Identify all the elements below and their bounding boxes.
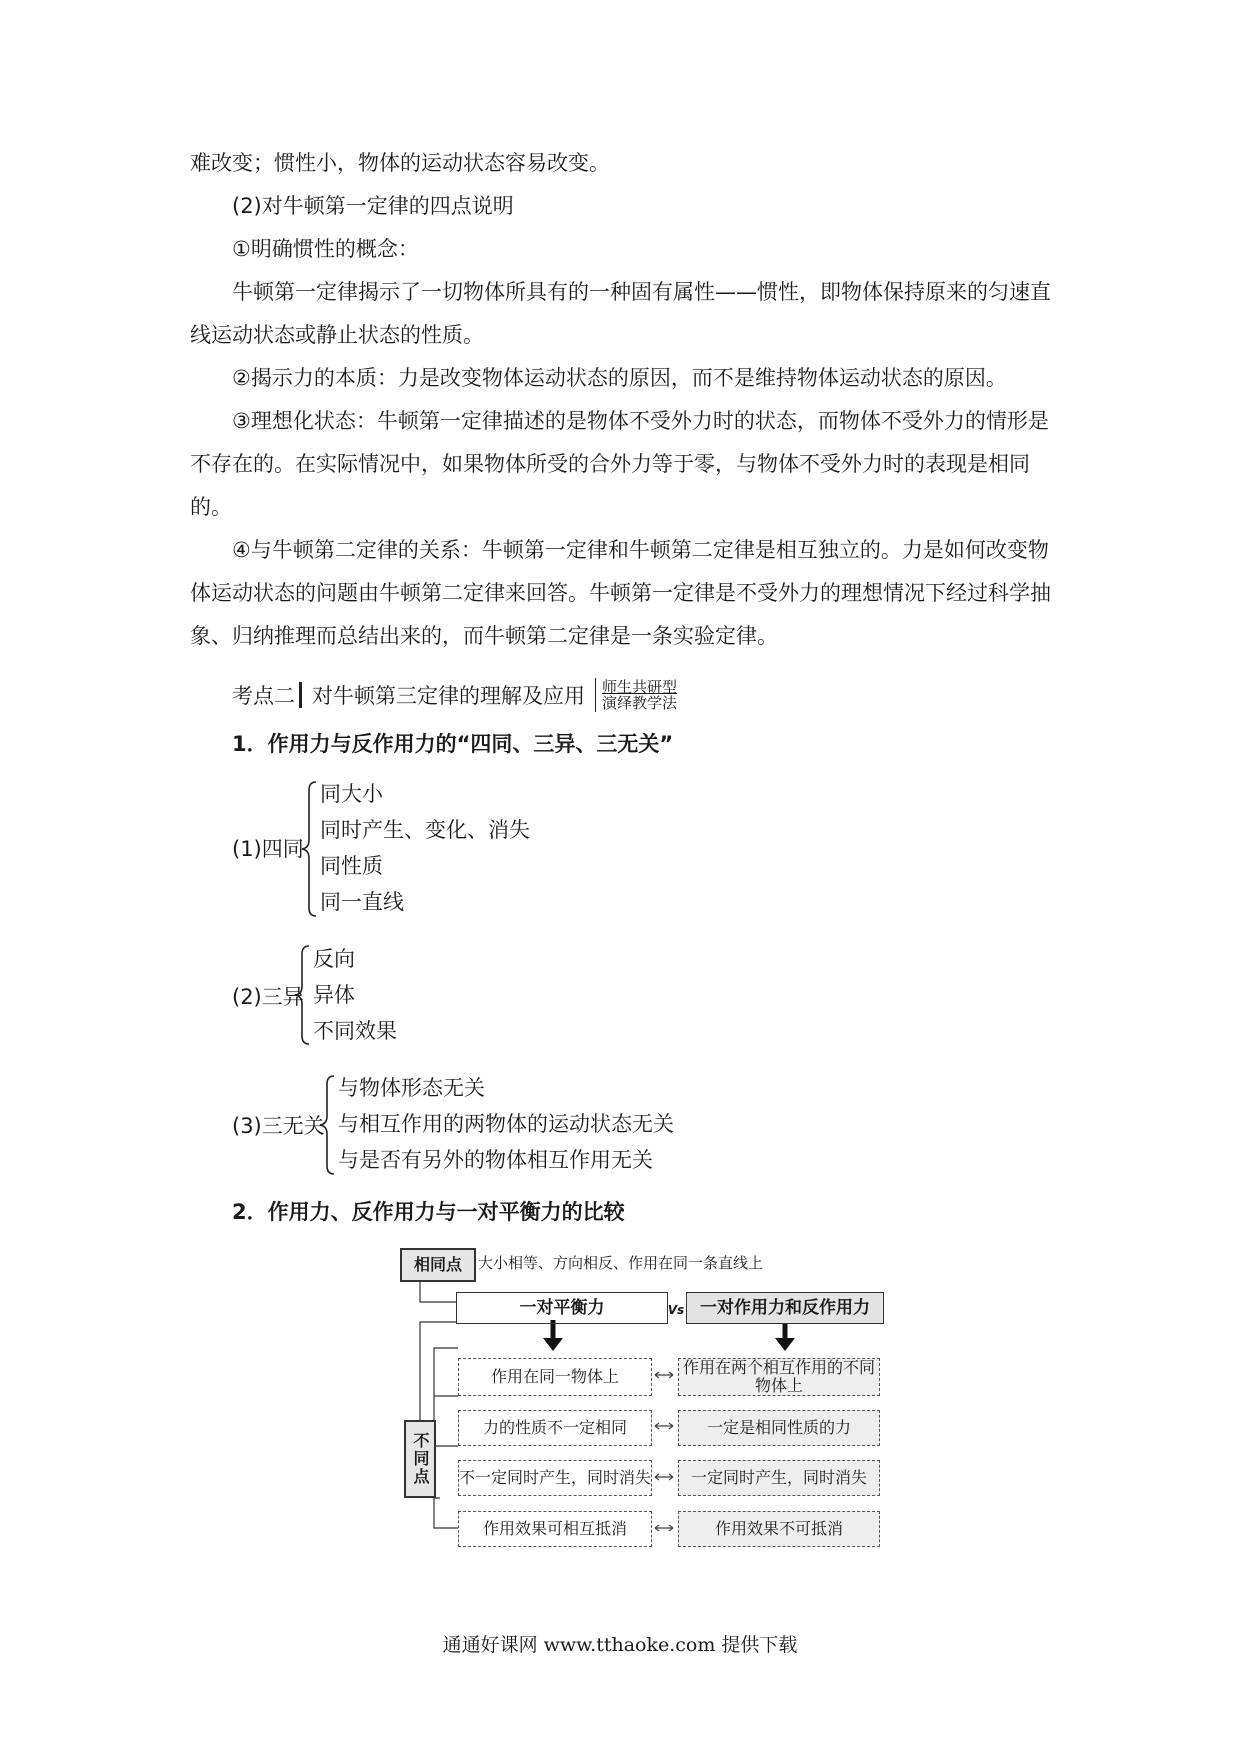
four-same-item: 同性质 bbox=[320, 854, 383, 878]
group-four-same-label: (1)四同 bbox=[232, 837, 304, 861]
diff-points-label: 不同点 bbox=[404, 1420, 436, 1498]
brace-three-diff bbox=[293, 944, 313, 1046]
comparison-diagram bbox=[400, 1240, 890, 1570]
brace-four-same bbox=[300, 780, 320, 918]
vs-label: Vs bbox=[667, 1303, 685, 1317]
right-row-box: 一定是相同性质的力 bbox=[678, 1410, 880, 1446]
point-1-body: 牛顿第一定律揭示了一切物体所具有的一种固有属性——惯性，即物体保持原来的匀速直线运动状态或静止状态的性质。 bbox=[190, 280, 1051, 347]
point-3: ③理想化状态：牛顿第一定律描述的是物体不受外力时的状态，而物体不受外力的情形是不存在的。在实际情况中，如果物体所受的合外力等于零，与物体不受外力时的表现是相同的。 bbox=[190, 409, 1049, 519]
left-row-box: 作用在同一物体上 bbox=[458, 1358, 652, 1396]
section-heading bbox=[232, 675, 677, 715]
right-row-box: 作用在两个相互作用的不同物体上 bbox=[678, 1358, 880, 1396]
paragraph-continuation: 难改变；惯性小，物体的运动状态容易改变。 bbox=[190, 151, 610, 175]
group-three-none-label: (3)三无关 bbox=[232, 1114, 325, 1138]
four-same-item: 同大小 bbox=[320, 782, 383, 806]
four-same-item: 同时产生、变化、消失 bbox=[320, 818, 530, 842]
section-tag-line2: 演绎教学法 bbox=[602, 694, 678, 712]
three-none-item: 与物体形态无关 bbox=[338, 1076, 485, 1100]
three-none-item: 与是否有另外的物体相互作用无关 bbox=[338, 1148, 653, 1172]
three-diff-item: 不同效果 bbox=[313, 1019, 397, 1043]
action-reaction-header: 一对作用力和反作用力 bbox=[686, 1292, 884, 1324]
point-1-title: ①明确惯性的概念： bbox=[232, 237, 419, 261]
four-same-item: 同一直线 bbox=[320, 890, 404, 914]
section-tag bbox=[602, 679, 677, 711]
point-4: ④与牛顿第二定律的关系：牛顿第一定律和牛顿第二定律是相互独立的。力是如何改变物体运动状态的问题由牛顿第二定律来回答。牛顿第一定律是不受外力的理想情况下经过科学抽象、归纳推理而总结出来的，而牛顿第二定律是一条实验定律。 bbox=[190, 538, 1051, 648]
tag-divider bbox=[595, 678, 596, 712]
heading-comparison: 2．作用力、反作用力与一对平衡力的比较 bbox=[232, 1200, 625, 1224]
section-label: 考点二 bbox=[232, 684, 295, 708]
three-diff-item: 反向 bbox=[313, 947, 355, 971]
heading-four-same-three-diff: 1．作用力与反作用力的“四同、三异、三无关” bbox=[232, 732, 674, 756]
section-tag-line1: 师生共研型 bbox=[602, 678, 678, 696]
three-none-item: 与相互作用的两物体的运动状态无关 bbox=[338, 1112, 674, 1136]
left-row-box: 作用效果可相互抵消 bbox=[458, 1511, 652, 1547]
three-diff-item: 异体 bbox=[313, 983, 355, 1007]
brace-three-none bbox=[318, 1074, 338, 1176]
balance-force-header: 一对平衡力 bbox=[456, 1292, 668, 1324]
same-points-text: 大小相等、方向相反、作用在同一条直线上 bbox=[478, 1254, 764, 1272]
group-three-diff-label: (2)三异 bbox=[232, 985, 304, 1009]
point-2: ②揭示力的本质：力是改变物体运动状态的原因，而不是维持物体运动状态的原因。 bbox=[232, 366, 1007, 390]
subheading-four-points: (2)对牛顿第一定律的四点说明 bbox=[232, 194, 514, 218]
right-row-box: 作用效果不可抵消 bbox=[678, 1511, 880, 1547]
right-row-box: 一定同时产生，同时消失 bbox=[678, 1460, 880, 1496]
page-footer: 通通好课网 www.tthaoke.com 提供下载 bbox=[442, 1634, 798, 1656]
left-row-box: 不一定同时产生，同时消失 bbox=[458, 1460, 652, 1496]
section-divider bbox=[299, 682, 302, 708]
left-row-box: 力的性质不一定相同 bbox=[458, 1410, 652, 1446]
section-title: 对牛顿第三定律的理解及应用 bbox=[312, 684, 585, 708]
same-points-label: 相同点 bbox=[400, 1248, 476, 1282]
